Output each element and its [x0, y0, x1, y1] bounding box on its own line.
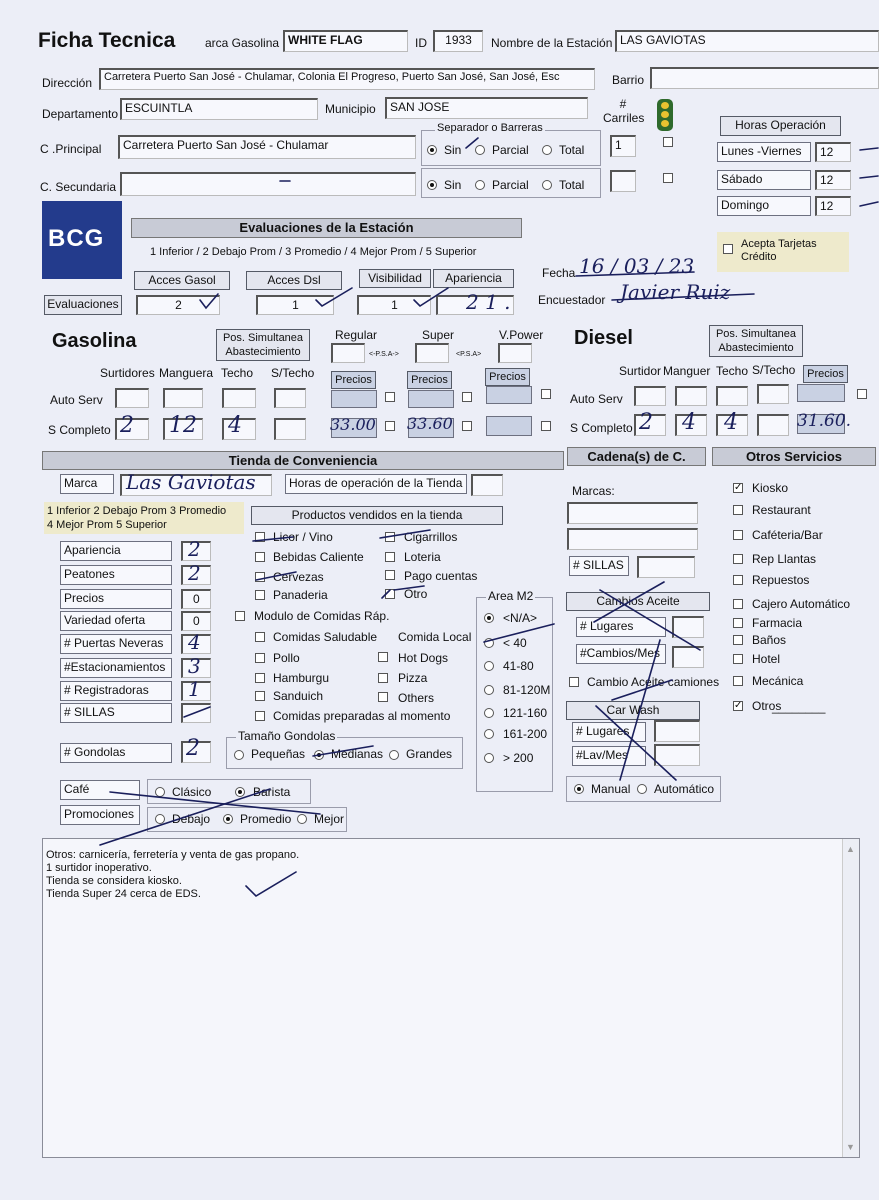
fecha-label: Fecha: [542, 266, 576, 280]
gondolas-label: # Gondolas: [60, 743, 172, 763]
debajo-radio[interactable]: [155, 814, 165, 824]
gas-sc-stecho-field[interactable]: [274, 418, 306, 440]
c-secundaria-label: C. Secundaria: [40, 180, 117, 194]
loteria-checkbox[interactable]: [385, 552, 395, 562]
lunes-viernes-label: Lunes -Viernes: [717, 142, 811, 162]
cambio-camiones-checkbox[interactable]: [569, 677, 579, 687]
area-option-radio[interactable]: [484, 638, 494, 648]
gas-sc-surt-handwritten: 2: [120, 413, 134, 438]
otros-blank-line: ________: [772, 700, 826, 714]
diesel-sc-surt-handwritten: 2: [639, 410, 653, 435]
fecha-handwritten: 16 / 03 / 23: [579, 254, 695, 278]
gas-auto-vpower-check[interactable]: [541, 389, 551, 399]
id-field[interactable]: 1933: [433, 30, 483, 52]
separador2-parcial-radio[interactable]: [475, 180, 485, 190]
diesel-auto-techo-field[interactable]: [716, 386, 748, 406]
area-option-label: 81-120M: [503, 683, 551, 697]
separador2-total-radio[interactable]: [542, 180, 552, 190]
area-option-radio[interactable]: [484, 685, 494, 695]
otros-servicio-checkbox[interactable]: [733, 676, 743, 686]
tienda-row-label: Variedad oferta: [60, 611, 172, 631]
pizza-label: Pizza: [398, 671, 428, 685]
otros-servicio-checkbox[interactable]: [733, 554, 743, 564]
pizza-checkbox[interactable]: [378, 673, 388, 683]
grandes-label: Grandes: [406, 747, 453, 761]
pago-label: Pago cuentas: [404, 569, 478, 583]
carwash-lugares-field[interactable]: [654, 720, 700, 742]
marca-gasolina-label: arca Gasolina: [205, 36, 280, 50]
hotdogs-label: Hot Dogs: [398, 651, 449, 665]
licor-label: Licor / Vino: [273, 530, 333, 544]
otros-servicio-label: Otros: [752, 699, 782, 713]
vpower-precios-button[interactable]: Precios: [485, 368, 530, 386]
diesel-auto-check[interactable]: [857, 389, 867, 399]
gondolas-handwritten: 2: [186, 736, 200, 761]
cambio-camiones-label: Cambio Aceite camiones: [587, 675, 720, 689]
area-option-label: > 200: [503, 751, 534, 765]
bcg-logo: [42, 201, 122, 279]
cadena-marca-field-1[interactable]: [567, 502, 698, 524]
notes-line: Tienda Super 24 cerca de EDS.: [46, 888, 201, 900]
estacion-field[interactable]: LAS GAVIOTAS: [615, 30, 879, 52]
gas-sc-super-check[interactable]: [462, 421, 472, 431]
super-pos-field[interactable]: [415, 343, 449, 363]
hamburgu-checkbox[interactable]: [255, 673, 265, 683]
preparadas-checkbox[interactable]: [255, 711, 265, 721]
otros-servicios-title: Otros Servicios: [712, 447, 876, 466]
gas-auto-techo-field[interactable]: [222, 388, 256, 408]
scroll-down-icon: ▼: [846, 1142, 855, 1152]
grandes-radio[interactable]: [389, 750, 399, 760]
otros-servicio-label: Baños: [752, 633, 787, 647]
hotdogs-checkbox[interactable]: [378, 652, 388, 662]
separador2-sin-radio[interactable]: [427, 180, 437, 190]
otro-checkbox[interactable]: [385, 589, 395, 599]
promedio-label: Promedio: [240, 812, 292, 826]
tienda-row-field[interactable]: [181, 703, 211, 723]
otros-servicio-label: Farmacia: [752, 616, 803, 630]
otros-servicio-label: Mecánica: [752, 674, 804, 688]
otro-label: Otro: [404, 587, 428, 601]
municipio-field[interactable]: SAN JOSE: [385, 97, 588, 119]
pequenas-label: Pequeñas: [251, 747, 306, 761]
diesel-auto-price[interactable]: [797, 384, 845, 402]
tienda-row-label: # SILLAS: [60, 703, 172, 723]
acepta-tarjetas-label: Acepta Tarjetas Crédito: [741, 238, 817, 263]
manual-label: Manual: [591, 782, 631, 796]
separador2-sin-label: Sin: [444, 178, 462, 192]
bebidas-label: Bebidas Caliente: [273, 550, 364, 564]
gas-auto-super-check[interactable]: [462, 392, 472, 402]
otros-servicio-label: Rep Llantas: [752, 552, 817, 566]
encuestador-handwritten: Javier Ruiz: [620, 280, 731, 304]
gas-auto-serv-label: Auto Serv: [50, 393, 103, 407]
diesel-techo-label: Techo: [716, 364, 749, 378]
gas-auto-surt-field[interactable]: [115, 388, 149, 408]
regular-label: Regular: [335, 328, 378, 342]
comida-local-label: Comida Local: [398, 630, 472, 644]
barista-radio[interactable]: [235, 787, 245, 797]
tienda-scale-line1: 1 Inferior 2 Debajo Prom 3 Promedio: [47, 505, 227, 517]
gas-sc-techo-handwritten: 4: [228, 413, 242, 438]
psa-label-1: <-P.S.A->: [369, 351, 399, 358]
tienda-marca-handwritten: Las Gaviotas: [126, 470, 256, 494]
otros-servicio-checkbox[interactable]: [733, 505, 743, 515]
tienda-row-label: # Puertas Neveras: [60, 634, 172, 654]
apariencia-handwritten: 2 1 .: [466, 290, 511, 314]
area-option-label: 41-80: [503, 659, 534, 673]
car-wash-button[interactable]: Car Wash: [566, 701, 700, 720]
tienda-horas-label: Horas de operación de la Tienda: [285, 474, 467, 494]
departamento-label: Departamento: [42, 107, 119, 121]
cadena-sillas-field[interactable]: [637, 556, 695, 578]
sabado-field[interactable]: 12: [815, 170, 851, 190]
preparadas-label: Comidas preparadas al momento: [273, 709, 451, 723]
mejor-radio[interactable]: [297, 814, 307, 824]
otros-servicio-checkbox[interactable]: [733, 575, 743, 585]
tienda-row-value: 0: [193, 614, 200, 628]
traffic-light-icon: [657, 99, 673, 131]
diesel-pos-sim-button[interactable]: Pos. Simultanea Abastecimiento: [709, 325, 803, 357]
carriles-label: # Carriles: [603, 97, 645, 125]
otros-servicio-checkbox[interactable]: ✓: [734, 700, 743, 711]
stecho-label: S/Techo: [271, 366, 315, 380]
bebidas-checkbox[interactable]: [255, 552, 265, 562]
pago-checkbox[interactable]: [385, 570, 395, 580]
ink-dash-lunes: [860, 148, 878, 150]
gas-auto-stecho-field[interactable]: [274, 388, 306, 408]
separador-label: Separador o Barreras: [437, 122, 543, 134]
carwash-lugares-label: # Lugares: [572, 722, 646, 742]
cervezas-label: Cervezas: [273, 570, 324, 584]
diesel-s-completo-label: S Completo: [570, 421, 633, 435]
pollo-label: Pollo: [273, 651, 300, 665]
otros-servicio-label: Kiosko: [752, 481, 789, 495]
cadena-marcas-label: Marcas:: [572, 484, 615, 498]
modulo-comidas-checkbox[interactable]: [235, 611, 245, 621]
surtidores-label: Surtidores: [100, 366, 155, 380]
diesel-auto-mang-field[interactable]: [675, 386, 707, 406]
ink-dash-sabado: [860, 176, 878, 178]
direccion-label: Dirección: [42, 76, 93, 90]
tienda-marca-label: Marca: [60, 474, 114, 494]
c-secundaria-field[interactable]: [120, 172, 416, 196]
diesel-precios-button[interactable]: Precios: [803, 365, 848, 383]
area-option-radio[interactable]: [484, 613, 494, 623]
semaforo-checkbox-1[interactable]: [663, 137, 673, 147]
tienda-row-value: 2: [188, 561, 201, 585]
horas-operacion-button[interactable]: Horas Operación: [720, 116, 841, 136]
licor-checkbox[interactable]: [255, 532, 265, 542]
loteria-label: Loteria: [404, 550, 441, 564]
barista-label: Barista: [253, 785, 291, 799]
otros-servicio-checkbox[interactable]: [733, 635, 743, 645]
bcg-logo-text: BCG: [48, 225, 105, 252]
debajo-label: Debajo: [172, 812, 211, 826]
productos-vendidos-button[interactable]: Productos vendidos en la tienda: [251, 506, 503, 525]
sabado-label: Sábado: [717, 170, 811, 190]
otros-servicio-checkbox[interactable]: [733, 654, 743, 664]
otros-servicio-label: Restaurant: [752, 503, 811, 517]
area-option-radio[interactable]: [484, 753, 494, 763]
diesel-surtidor-label: Surtidor: [619, 364, 662, 378]
gas-sc-vpower-price[interactable]: [486, 416, 532, 436]
lav-mes-field[interactable]: [654, 744, 700, 766]
notes-line: 1 surtidor inoperativo.: [46, 862, 152, 874]
gas-auto-regular-price[interactable]: [331, 390, 377, 408]
acepta-tarjetas-checkbox[interactable]: [723, 244, 733, 254]
diesel-sc-stecho-field[interactable]: [757, 414, 789, 436]
barrio-label: Barrio: [612, 73, 645, 87]
techo-label: Techo: [221, 366, 254, 380]
diesel-sc-price-handwritten: 31.60.: [797, 411, 852, 431]
otros-servicio-checkbox[interactable]: [733, 530, 743, 540]
medianas-label: Medianas: [331, 747, 384, 761]
area-option-label: 161-200: [503, 727, 548, 741]
c-principal-label: C .Principal: [40, 142, 102, 156]
diesel-auto-serv-label: Auto Serv: [570, 392, 623, 406]
gas-auto-super-price[interactable]: [408, 390, 454, 408]
domingo-label: Domingo: [717, 196, 811, 216]
separador1-total-label: Total: [559, 143, 585, 157]
notes-scrollbar[interactable]: [842, 839, 859, 1157]
notes-line: Tienda se considera kiosko.: [46, 875, 182, 887]
area-option-label: 121-160: [503, 706, 548, 720]
tienda-row-value: 1: [188, 677, 201, 701]
otros-servicio-label: Cajero Automático: [752, 597, 851, 611]
cervezas-checkbox[interactable]: [255, 572, 265, 582]
cambios-mes-field[interactable]: [672, 646, 704, 668]
area-label: Area M2: [488, 589, 534, 603]
tamano-gondolas-label: Tamaño Gondolas: [238, 729, 336, 743]
sanduich-checkbox[interactable]: [255, 691, 265, 701]
modulo-comidas-label: Modulo de Comidas Ráp.: [254, 609, 390, 623]
clasico-radio[interactable]: [155, 787, 165, 797]
tienda-row-label: # Registradoras: [60, 681, 172, 701]
gasolina-pos-sim-button[interactable]: Pos. Simultanea Abastecimiento: [216, 329, 310, 361]
area-option-label: < 40: [503, 636, 527, 650]
otros-servicio-label: Hotel: [752, 652, 781, 666]
gas-auto-vpower-price[interactable]: [486, 386, 532, 404]
lunes-viernes-field[interactable]: 12: [815, 142, 851, 162]
others-label: Others: [398, 691, 435, 705]
separador1-parcial-radio[interactable]: [475, 145, 485, 155]
super-label: Super: [422, 328, 455, 342]
manguera-label: Manguera: [159, 366, 214, 380]
saludable-checkbox[interactable]: [255, 632, 265, 642]
automatico-radio[interactable]: [637, 784, 647, 794]
cigarrillos-label: Cigarrillos: [404, 530, 458, 544]
gas-auto-mang-field[interactable]: [163, 388, 203, 408]
cambios-mes-label: #Cambios/Mes: [576, 644, 666, 664]
gas-sc-super-handwritten: 33.60: [407, 414, 453, 433]
tienda-row-label: Apariencia: [60, 541, 172, 561]
gas-sc-regular-check[interactable]: [385, 421, 395, 431]
manual-radio[interactable]: [574, 784, 584, 794]
tienda-row-value: 2: [188, 537, 201, 561]
tienda-row-label: Precios: [60, 589, 172, 609]
otros-servicio-label: Repuestos: [752, 573, 810, 587]
evaluaciones-button[interactable]: Evaluaciones: [44, 295, 122, 315]
tienda-row-label: #Estacionamientos: [60, 658, 172, 678]
diesel-manguer-label: Manguer: [663, 364, 711, 378]
area-option-radio[interactable]: [484, 729, 494, 739]
gasolina-title: Gasolina: [52, 330, 137, 352]
visibilidad-button[interactable]: Visibilidad: [359, 269, 431, 288]
separador1-sin-label: Sin: [444, 143, 462, 157]
cambios-lugares-field[interactable]: [672, 616, 704, 638]
evaluaciones-scale: 1 Inferior / 2 Debajo Prom / 3 Promedio / 4 Mejor Prom / 5 Superior: [150, 246, 477, 258]
encuestador-label: Encuestador: [538, 293, 606, 307]
acces-dsl-field[interactable]: 1: [256, 295, 334, 315]
diesel-auto-surt-field[interactable]: [634, 386, 666, 406]
tienda-title: Tienda de Conveniencia: [42, 451, 564, 470]
automatico-label: Automático: [654, 782, 715, 796]
cadena-marca-field-2[interactable]: [567, 528, 698, 550]
mejor-label: Mejor: [314, 812, 345, 826]
gas-auto-regular-check[interactable]: [385, 392, 395, 402]
tienda-row-value: 0: [193, 592, 200, 606]
promedio-radio[interactable]: [223, 814, 233, 824]
marca-gasolina-field[interactable]: WHITE FLAG: [283, 30, 408, 52]
cambios-aceite-button[interactable]: Cambios Aceite: [566, 592, 710, 611]
super-precios-button[interactable]: Precios: [407, 371, 452, 389]
notes-text: [46, 849, 299, 901]
regular-pos-field[interactable]: [331, 343, 365, 363]
notes-line: Otros: carnicería, ferretería y venta de gas propano.: [46, 849, 300, 861]
gas-sc-mang-handwritten: 12: [169, 413, 197, 438]
hamburgu-label: Hamburgu: [273, 671, 330, 685]
sanduich-label: Sanduich: [273, 689, 324, 703]
otros-servicio-checkbox[interactable]: [733, 599, 743, 609]
domingo-field[interactable]: 12: [815, 196, 851, 216]
diesel-stecho-label: S/Techo: [752, 363, 796, 377]
page-title: Ficha Tecnica: [38, 29, 176, 52]
medianas-radio[interactable]: [314, 750, 324, 760]
acces-gasol-button[interactable]: Acces Gasol: [134, 271, 230, 290]
ink-dash-domingo: [860, 202, 878, 206]
separador1-total-radio[interactable]: [542, 145, 552, 155]
others-checkbox[interactable]: [378, 692, 388, 702]
cadena-sillas-label: # SILLAS: [569, 556, 629, 576]
tienda-scale-line2: 4 Mejor Prom 5 Superior: [47, 519, 167, 531]
diesel-sc-techo-handwritten: 4: [724, 410, 738, 435]
tienda-row-value: 4: [188, 630, 201, 654]
clasico-label: Clásico: [172, 785, 212, 799]
id-label: ID: [415, 36, 427, 50]
otros-servicio-checkbox[interactable]: ✓: [734, 482, 743, 493]
otros-servicio-checkbox[interactable]: [733, 618, 743, 628]
barrio-field[interactable]: [650, 67, 879, 89]
diesel-sc-mang-handwritten: 4: [682, 410, 696, 435]
gas-sc-regular-handwritten: 33.00: [330, 415, 376, 434]
gas-sc-vpower-check[interactable]: [541, 421, 551, 431]
acces-dsl-button[interactable]: Acces Dsl: [246, 271, 342, 290]
evaluaciones-title: Evaluaciones de la Estación: [131, 218, 522, 238]
direccion-field[interactable]: Carretera Puerto San José - Chulamar, Colonia El Progreso, Puerto San José, San José, Esc: [99, 68, 595, 90]
cambios-lugares-label: # Lugares: [576, 617, 666, 637]
tienda-row-value: 3: [188, 654, 201, 678]
area-option-radio[interactable]: [484, 708, 494, 718]
separador2-parcial-label: Parcial: [492, 178, 529, 192]
regular-precios-button[interactable]: Precios: [331, 371, 376, 389]
cafe-label: Café: [60, 780, 140, 800]
panaderia-checkbox[interactable]: [255, 590, 265, 600]
diesel-auto-stecho-field[interactable]: [757, 384, 789, 404]
departamento-field[interactable]: ESCUINTLA: [120, 98, 318, 120]
cadena-title: Cadena(s) de C.: [567, 447, 706, 466]
estacion-label: Nombre de la Estación: [491, 36, 613, 50]
gas-s-completo-label: S Completo: [48, 423, 111, 437]
lav-mes-label: #Lav/Mes: [572, 746, 646, 766]
promociones-label: Promociones: [60, 805, 140, 825]
separador2-total-label: Total: [559, 178, 585, 192]
scroll-up-icon: ▲: [846, 844, 855, 854]
pequenas-radio[interactable]: [234, 750, 244, 760]
carriles-field-2[interactable]: [610, 170, 636, 192]
otros-servicio-label: Caféteria/Bar: [752, 528, 823, 542]
carriles-field-1[interactable]: 1: [610, 135, 636, 157]
panaderia-label: Panaderia: [273, 588, 328, 602]
pollo-checkbox[interactable]: [255, 653, 265, 663]
visibilidad-field[interactable]: 1: [357, 295, 431, 315]
apariencia-button[interactable]: Apariencia: [433, 269, 514, 288]
tienda-horas-field[interactable]: [471, 474, 503, 496]
acces-gasol-field[interactable]: 2: [136, 295, 220, 315]
c-principal-field[interactable]: Carretera Puerto San José - Chulamar: [118, 135, 416, 159]
tienda-row-label: Peatones: [60, 565, 172, 585]
saludable-label: Comidas Saludable: [273, 630, 378, 644]
separador1-parcial-label: Parcial: [492, 143, 529, 157]
vpower-pos-field[interactable]: [498, 343, 532, 363]
municipio-label: Municipio: [325, 102, 376, 116]
separador1-sin-radio[interactable]: [427, 145, 437, 155]
semaforo-checkbox-2[interactable]: [663, 173, 673, 183]
psa-label-2: <P.S.A>: [456, 351, 482, 358]
vpower-label: V.Power: [499, 328, 544, 342]
area-option-radio[interactable]: [484, 661, 494, 671]
notes-textarea[interactable]: [42, 838, 860, 1158]
diesel-title: Diesel: [574, 327, 633, 349]
area-option-label: <N/A>: [503, 611, 538, 625]
cigarrillos-checkbox[interactable]: [385, 532, 395, 542]
